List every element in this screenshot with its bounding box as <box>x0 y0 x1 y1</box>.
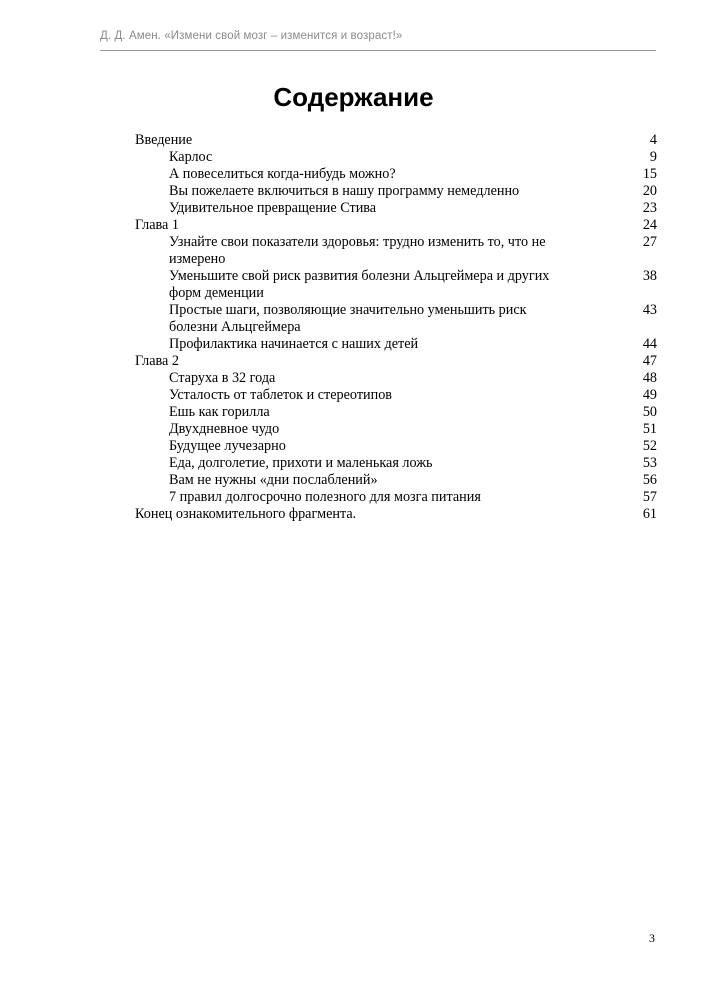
toc-entry-page: 27 <box>642 234 657 250</box>
page-number: 3 <box>649 931 655 945</box>
toc-entry[interactable] <box>135 217 657 234</box>
toc-entry[interactable] <box>135 370 657 387</box>
toc-entry[interactable] <box>135 149 657 166</box>
toc-entry[interactable] <box>135 302 657 336</box>
toc-entry-label: Вы пожелаете включиться в нашу программу немедленно <box>169 183 520 199</box>
toc-entry[interactable] <box>135 404 657 421</box>
toc-entry-page: 47 <box>642 353 657 369</box>
toc-entry[interactable] <box>135 336 657 353</box>
toc-entry[interactable] <box>135 489 657 506</box>
toc-entry-label: Еда, долголетие, прихоти и маленькая ложь <box>169 455 433 471</box>
toc-entry-label: Старуха в 32 года <box>169 370 276 386</box>
toc-entry[interactable] <box>135 353 657 370</box>
toc-entry-page: 52 <box>642 438 657 454</box>
toc-entry-page: 20 <box>642 183 657 199</box>
toc-entry-page: 57 <box>642 489 657 505</box>
toc-entry-page: 38 <box>642 268 657 284</box>
toc-entry-label: Будущее лучезарно <box>169 438 286 454</box>
toc-entry-label: Глава 1 <box>135 217 179 233</box>
toc-entry-label: Двухдневное чудо <box>169 421 280 437</box>
running-header: Д. Д. Амен. «Измени свой мозг – изменится и возраст!» <box>100 30 656 51</box>
toc-entry-page: 23 <box>642 200 657 216</box>
toc-entry-page: 24 <box>642 217 657 233</box>
toc-entry-label: Удивительное превращение Стива <box>169 200 377 216</box>
toc-entry[interactable] <box>135 421 657 438</box>
toc-entry-label: Ешь как горилла <box>169 404 270 420</box>
toc-entry-page: 9 <box>649 149 657 165</box>
toc-entry[interactable] <box>135 455 657 472</box>
toc-entry[interactable] <box>135 183 657 200</box>
toc-entry-label: А повеселиться когда-нибудь можно? <box>169 166 396 182</box>
toc-entry-label: Простые шаги, позволяющие значительно уменьшить риск болезни Альцгеймера <box>169 302 527 335</box>
toc-entry[interactable] <box>135 200 657 217</box>
toc-entry-label: Профилактика начинается с наших детей <box>169 336 419 352</box>
toc-entry-label: Узнайте свои показатели здоровья: трудно изменить то, что не измерено <box>169 234 546 267</box>
toc-entry-page: 4 <box>649 132 657 148</box>
toc-entry[interactable] <box>135 506 657 523</box>
toc-entry[interactable] <box>135 234 657 268</box>
table-of-contents <box>135 132 657 523</box>
toc-entry-label: Глава 2 <box>135 353 179 369</box>
toc-entry-label: Вам не нужны «дни послаблений» <box>169 472 378 488</box>
toc-entry-label: Усталость от таблеток и стереотипов <box>169 387 392 403</box>
toc-entry[interactable] <box>135 132 657 149</box>
toc-entry-label: Конец ознакомительного фрагмента. <box>135 506 357 522</box>
toc-entry-page: 15 <box>642 166 657 182</box>
toc-entry-page: 43 <box>642 302 657 318</box>
toc-entry-page: 49 <box>642 387 657 403</box>
toc-entry[interactable] <box>135 472 657 489</box>
toc-entry-label: Карлос <box>169 149 213 165</box>
toc-entry[interactable] <box>135 438 657 455</box>
toc-entry-page: 51 <box>642 421 657 437</box>
toc-entry-page: 44 <box>642 336 657 352</box>
toc-entry[interactable] <box>135 387 657 404</box>
toc-entry-label: Введение <box>135 132 193 148</box>
toc-entry-page: 61 <box>642 506 657 522</box>
toc-entry-page: 56 <box>642 472 657 488</box>
toc-entry[interactable] <box>135 166 657 183</box>
page-title: Содержание <box>273 82 434 112</box>
toc-entry-page: 48 <box>642 370 657 386</box>
toc-entry[interactable] <box>135 268 657 302</box>
toc-entry-page: 50 <box>642 404 657 420</box>
toc-entry-label: 7 правил долгосрочно полезного для мозга питания <box>169 489 481 505</box>
toc-entry-page: 53 <box>642 455 657 471</box>
toc-entry-label: Уменьшите свой риск развития болезни Альцгеймера и других форм деменции <box>169 268 550 301</box>
